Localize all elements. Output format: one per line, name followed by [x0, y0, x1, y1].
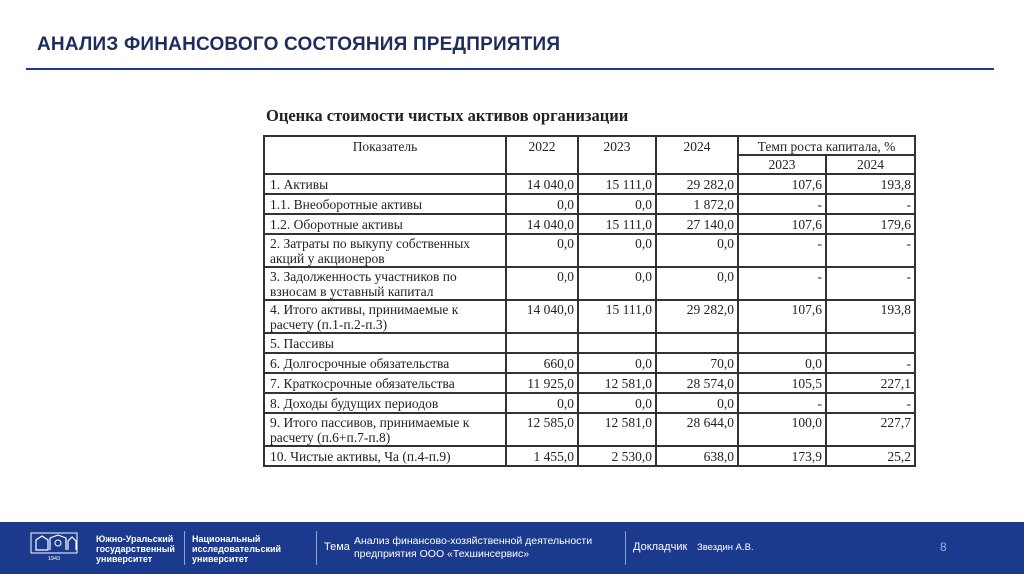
- footer-divider: [184, 531, 185, 565]
- cell-growth-2023: 0,0: [738, 353, 826, 373]
- theme-text: [354, 535, 592, 561]
- row-label: 2. Затраты по выкупу собственных акций у акционеров: [264, 234, 506, 267]
- cell-growth-2024: 227,1: [826, 373, 915, 393]
- speaker-name: Звездин А.В.: [697, 542, 754, 553]
- title-divider: [26, 68, 994, 70]
- cell-2024: 29 282,0: [656, 174, 738, 194]
- cell-growth-2023: -: [738, 194, 826, 214]
- header-2024: 2024: [656, 136, 738, 174]
- row-label: 5. Пассивы: [264, 333, 506, 353]
- table-row: [264, 446, 915, 466]
- cell-2023: 0,0: [578, 234, 656, 267]
- table-row: [264, 234, 915, 267]
- table-row: [264, 174, 915, 194]
- cell-growth-2023: -: [738, 234, 826, 267]
- cell-2022: 1 455,0: [506, 446, 578, 466]
- row-label: 4. Итого активы, принимаемые к расчету (п.1-п.2-п.3): [264, 300, 506, 333]
- cell-growth-2024: 193,8: [826, 300, 915, 333]
- row-label: 6. Долгосрочные обязательства: [264, 353, 506, 373]
- table-row: [264, 353, 915, 373]
- slide-title: АНАЛИЗ ФИНАНСОВОГО СОСТОЯНИЯ ПРЕДПРИЯТИЯ: [37, 34, 561, 55]
- row-label: 1.2. Оборотные активы: [264, 214, 506, 234]
- footer-divider: [625, 531, 626, 565]
- university-type-line: исследовательский: [192, 544, 282, 554]
- header-2023: 2023: [578, 136, 656, 174]
- cell-2022: 14 040,0: [506, 300, 578, 333]
- cell-2023: 0,0: [578, 267, 656, 300]
- university-name-line: Южно-Уральский: [96, 534, 174, 544]
- table-row: [264, 300, 915, 333]
- cell-growth-2024: -: [826, 234, 915, 267]
- row-label: 3. Задолженность участников по взносам в уставный капитал: [264, 267, 506, 300]
- cell-growth-2024: 227,7: [826, 413, 915, 446]
- university-logo-icon: [30, 532, 78, 562]
- cell-growth-2024: 193,8: [826, 174, 915, 194]
- cell-2024: 0,0: [656, 267, 738, 300]
- table-row: [264, 267, 915, 300]
- cell-2022: 0,0: [506, 194, 578, 214]
- cell-2022: 0,0: [506, 267, 578, 300]
- cell-2023: [578, 333, 656, 353]
- cell-growth-2024: -: [826, 353, 915, 373]
- cell-growth-2024: 25,2: [826, 446, 915, 466]
- cell-2024: 28 574,0: [656, 373, 738, 393]
- university-type-line: университет: [192, 554, 249, 564]
- cell-2023: 0,0: [578, 393, 656, 413]
- university-type: [192, 534, 281, 564]
- cell-growth-2023: -: [738, 393, 826, 413]
- cell-growth-2023: [738, 333, 826, 353]
- cell-growth-2024: -: [826, 393, 915, 413]
- cell-growth-2023: -: [738, 267, 826, 300]
- cell-2022: 660,0: [506, 353, 578, 373]
- theme-text-line: предприятия ООО «Техшинсервис»: [354, 548, 530, 560]
- row-label: 8. Доходы будущих периодов: [264, 393, 506, 413]
- cell-2024: 27 140,0: [656, 214, 738, 234]
- table-row: [264, 413, 915, 446]
- header-growth-2023: 2023: [738, 155, 826, 174]
- cell-growth-2023: 107,6: [738, 300, 826, 333]
- header-indicator: Показатель: [264, 136, 506, 174]
- cell-growth-2024: -: [826, 267, 915, 300]
- cell-growth-2023: 107,6: [738, 174, 826, 194]
- cell-2024: 28 644,0: [656, 413, 738, 446]
- cell-2022: 12 585,0: [506, 413, 578, 446]
- page-number: 8: [940, 540, 947, 554]
- header-2022: 2022: [506, 136, 578, 174]
- cell-2023: 2 530,0: [578, 446, 656, 466]
- cell-2024: 638,0: [656, 446, 738, 466]
- cell-2024: 70,0: [656, 353, 738, 373]
- cell-2023: 15 111,0: [578, 300, 656, 333]
- footer-divider: [316, 531, 317, 565]
- cell-2023: 15 111,0: [578, 174, 656, 194]
- net-assets-table: [263, 135, 916, 467]
- cell-2024: 0,0: [656, 393, 738, 413]
- header-growth-2024: 2024: [826, 155, 915, 174]
- cell-growth-2024: [826, 333, 915, 353]
- cell-2022: 14 040,0: [506, 174, 578, 194]
- speaker-label: Докладчик: [633, 541, 688, 553]
- theme-text-line: Анализ финансово-хозяйственной деятельности: [354, 535, 593, 547]
- cell-growth-2024: 179,6: [826, 214, 915, 234]
- table-row: [264, 333, 915, 353]
- university-name: [96, 534, 175, 564]
- cell-growth-2023: 105,5: [738, 373, 826, 393]
- header-growth: Темп роста капитала, %: [738, 136, 915, 155]
- university-name-line: государственный: [96, 544, 175, 554]
- row-label: 1.1. Внеоборотные активы: [264, 194, 506, 214]
- table-row: [264, 393, 915, 413]
- cell-2023: 0,0: [578, 353, 656, 373]
- cell-2024: 29 282,0: [656, 300, 738, 333]
- university-name-line: университет: [96, 554, 153, 564]
- cell-2022: 0,0: [506, 393, 578, 413]
- table-caption: Оценка стоимости чистых активов организации: [266, 106, 629, 125]
- cell-2023: 12 581,0: [578, 413, 656, 446]
- cell-2022: 11 925,0: [506, 373, 578, 393]
- footer-bar: [0, 522, 1024, 574]
- theme-label: Тема: [324, 541, 350, 553]
- cell-2024: [656, 333, 738, 353]
- row-label: 9. Итого пассивов, принимаемые к расчету (п.6+п.7-п.8): [264, 413, 506, 446]
- cell-2022: 0,0: [506, 234, 578, 267]
- university-type-line: Национальный: [192, 534, 261, 544]
- cell-2022: 14 040,0: [506, 214, 578, 234]
- row-label: 1. Активы: [264, 174, 506, 194]
- cell-2023: 12 581,0: [578, 373, 656, 393]
- logo-year: 1943: [47, 556, 61, 562]
- cell-growth-2023: 173,9: [738, 446, 826, 466]
- row-label: 7. Краткосрочные обязательства: [264, 373, 506, 393]
- cell-2023: 15 111,0: [578, 214, 656, 234]
- cell-growth-2023: 107,6: [738, 214, 826, 234]
- row-label: 10. Чистые активы, Ча (п.4-п.9): [264, 446, 506, 466]
- cell-2022: [506, 333, 578, 353]
- cell-2023: 0,0: [578, 194, 656, 214]
- table-row: [264, 214, 915, 234]
- cell-2024: 0,0: [656, 234, 738, 267]
- table-row: [264, 194, 915, 214]
- cell-growth-2024: -: [826, 194, 915, 214]
- cell-growth-2023: 100,0: [738, 413, 826, 446]
- table-row: [264, 373, 915, 393]
- cell-2024: 1 872,0: [656, 194, 738, 214]
